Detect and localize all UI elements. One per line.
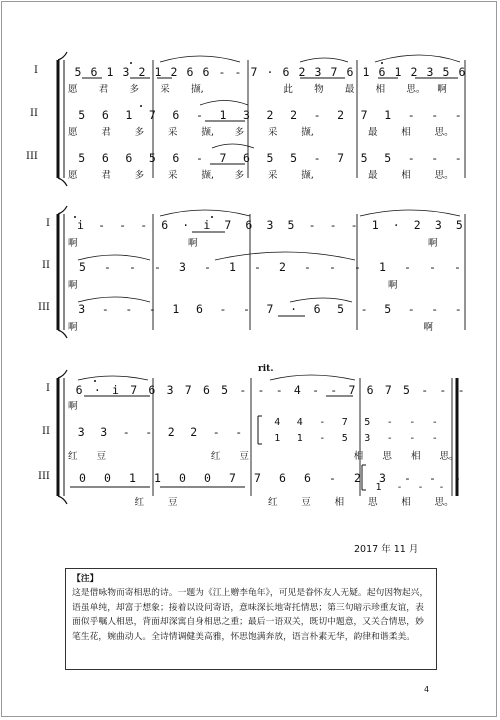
part-label-iii: III <box>38 302 50 313</box>
note: - <box>454 301 462 316</box>
lyric: 撷, <box>301 126 314 138</box>
note: 4 <box>274 416 281 428</box>
note: - <box>360 301 368 316</box>
note: - <box>354 259 361 274</box>
lyric: 采 <box>160 83 170 95</box>
lyrics-row-part-ii <box>68 124 468 137</box>
note: - <box>350 217 358 232</box>
note: - <box>429 259 436 274</box>
note: i <box>112 382 119 397</box>
lyric: 啊 <box>68 279 78 291</box>
note: 6 <box>346 64 354 79</box>
lyric: 采 <box>267 169 278 181</box>
lyric: 思。 <box>434 126 454 138</box>
note: 7 <box>266 301 274 316</box>
note: - <box>313 150 321 165</box>
note: - <box>98 217 106 232</box>
lyric: 思。 <box>406 83 426 95</box>
note: 5 <box>341 432 348 444</box>
note: - <box>313 107 321 122</box>
note: 6 <box>245 217 253 232</box>
lyric: 多 <box>134 126 145 138</box>
notes-row-part-ii <box>70 424 250 439</box>
note: - <box>396 481 403 493</box>
lyrics-row-part-i <box>68 81 468 94</box>
lyric: 多 <box>234 126 245 138</box>
note: 3 <box>179 259 186 274</box>
note: 7 <box>341 416 348 428</box>
note: · <box>290 301 298 316</box>
lyric: 啊 <box>188 237 198 249</box>
part-label-ii: II <box>42 260 50 271</box>
note: 3 <box>78 301 86 316</box>
note: 1 <box>219 107 227 122</box>
note: - <box>329 470 336 485</box>
lyric: 多 <box>129 83 140 95</box>
note: - <box>195 107 203 122</box>
part-label-ii: II <box>42 426 50 437</box>
note: 1 <box>172 301 180 316</box>
lyric: 红 <box>267 496 278 508</box>
note: - <box>429 470 436 485</box>
note: 7 <box>254 470 261 485</box>
composition-date: 2017 年 11 月 <box>354 544 419 555</box>
notes-row-part-ii <box>70 259 470 274</box>
note: - <box>243 301 250 316</box>
score-system-3 <box>0 364 500 524</box>
lyric: 红 <box>134 496 145 508</box>
note: - <box>421 382 429 397</box>
note: 2 <box>354 470 361 485</box>
note: - <box>409 416 416 428</box>
lyric: 物 <box>314 83 324 95</box>
note: 6 <box>458 64 466 79</box>
note: - <box>431 416 438 428</box>
note: - <box>204 259 211 274</box>
lyric: 啊 <box>68 400 78 412</box>
note: 6 <box>172 150 180 165</box>
note: · <box>182 217 190 232</box>
note: - <box>145 424 153 439</box>
lyric: 最 <box>367 169 378 181</box>
note: 6 <box>172 107 180 122</box>
note: 1 <box>106 64 114 79</box>
note: 6 <box>282 64 290 79</box>
lyric: 愿 <box>68 83 78 95</box>
note: 2 <box>170 64 178 79</box>
note: - <box>386 432 393 444</box>
note: - <box>454 470 461 485</box>
note: 5 <box>79 259 86 274</box>
note: - <box>308 217 316 232</box>
lyric: 君 <box>101 169 111 181</box>
note: 5 <box>221 382 229 397</box>
part-label-iii: III <box>26 151 38 162</box>
note: - <box>454 150 462 165</box>
note: 0 <box>204 470 211 485</box>
notes-row-part-i <box>70 64 470 79</box>
note: 1 <box>129 470 136 485</box>
note: - <box>304 259 311 274</box>
note: 2 <box>167 424 175 439</box>
note: 3 <box>364 432 371 444</box>
note: - <box>218 64 226 79</box>
note: 6 <box>243 150 250 165</box>
note: 3 <box>314 64 322 79</box>
lyrics-row-part-i <box>68 398 468 411</box>
note: 3 <box>77 424 85 439</box>
note: 7 <box>330 64 338 79</box>
note: 1 <box>229 259 236 274</box>
lyric: 豆 <box>167 496 178 508</box>
note-box <box>65 568 437 670</box>
note: - <box>386 416 393 428</box>
note: - <box>104 259 111 274</box>
note: 2 <box>413 217 421 232</box>
note: 4 <box>296 416 303 428</box>
note: - <box>319 432 326 444</box>
note: - <box>457 382 465 397</box>
note: 6 <box>101 150 109 165</box>
note: 2 <box>266 107 274 122</box>
notes-row-part-ii-lower <box>266 432 446 444</box>
note: - <box>431 301 439 316</box>
lyric: 啊 <box>423 321 434 333</box>
lyric: 豆 <box>301 496 311 508</box>
note: 6 <box>279 470 286 485</box>
notes-row-part-i <box>70 382 470 397</box>
note: 5 <box>360 150 368 165</box>
note: 5 <box>384 301 392 316</box>
note: - <box>257 382 265 397</box>
note: · <box>93 382 101 397</box>
lyric: 思。 <box>439 450 459 462</box>
lyrics-row-part-i <box>68 235 468 248</box>
lyric: 相 <box>410 450 421 462</box>
note: - <box>140 217 148 232</box>
lyric: 思。 <box>434 496 454 508</box>
score-system-1 <box>0 50 500 190</box>
lyric: 啊 <box>437 83 447 95</box>
lyric: 撷, <box>191 83 204 95</box>
note: - <box>431 150 439 165</box>
lyric: 思。 <box>434 169 454 181</box>
note: 7 <box>184 382 192 397</box>
note: 7 <box>130 382 138 397</box>
lyric: 啊 <box>428 237 438 249</box>
lyrics-row-part-iii <box>68 494 468 507</box>
note: 6 <box>313 301 321 316</box>
note: i <box>77 217 84 232</box>
note: - <box>404 259 411 274</box>
note: 1 <box>154 470 161 485</box>
note: - <box>195 150 203 165</box>
note: - <box>119 217 127 232</box>
note: 7 <box>384 382 392 397</box>
note: - <box>235 424 243 439</box>
note: 6 <box>186 64 194 79</box>
part-label-iii: III <box>38 471 50 482</box>
note: 7 <box>219 150 227 165</box>
note: 5 <box>148 150 156 165</box>
note: - <box>275 382 283 397</box>
lyric: 相 <box>401 126 411 138</box>
lyric: 采 <box>167 169 178 181</box>
note: - <box>212 424 220 439</box>
note: 3 <box>100 424 108 439</box>
lyric: 君 <box>98 83 109 95</box>
note-text: 这是借咏物而寄相思的诗。一题为《江上赠李龟年》，可见是眷怀友人无疑。起句因物起兴，语虽单纯，却富于想象；接着以设问寄语，意味深长地寄托情思；第三句暗示珍重友谊，表面似乎嘱人相思，背面却深寓自身相思之重；最后一语双关，既切中题意，又关合情思，妙笔生花，婉曲动人。全诗情调健美高雅，怀思饱满奔放，语言朴素无华，韵律和谐柔美。 <box>72 588 429 642</box>
note: 5 <box>266 150 274 165</box>
note: 1 <box>362 64 370 79</box>
note: 3 <box>266 217 274 232</box>
lyric: 撷, <box>301 169 314 181</box>
note: 6 <box>195 301 203 316</box>
note: 6 <box>161 217 169 232</box>
lyric: 思 <box>367 496 378 508</box>
note: - <box>219 301 227 316</box>
lyric: 豆 <box>96 450 107 462</box>
lyric: 相 <box>401 496 411 508</box>
part-label-ii: II <box>30 108 38 119</box>
note: 7 <box>337 150 345 165</box>
lyric: 相 <box>375 83 386 95</box>
note: 7 <box>360 107 368 122</box>
note: 1 <box>379 259 386 274</box>
lyric: 愿 <box>68 169 78 181</box>
note: - <box>125 301 133 316</box>
note: 5 <box>287 217 295 232</box>
lyrics-row-part-ii <box>68 448 468 461</box>
note: 5 <box>78 150 86 165</box>
note-title: 【注】 <box>72 574 99 584</box>
note: 3 <box>434 217 442 232</box>
note: - <box>409 432 416 444</box>
note: - <box>329 259 336 274</box>
note: 2 <box>410 64 418 79</box>
note: 6 <box>75 382 83 397</box>
lyric: 豆 <box>239 450 249 462</box>
notes-row-part-iii-lower <box>368 481 452 493</box>
note: 1 <box>296 432 303 444</box>
note: - <box>154 259 161 274</box>
lyrics-row-part-iii <box>68 319 468 332</box>
note: - <box>439 382 447 397</box>
note: 5 <box>337 301 345 316</box>
note: 2 <box>190 424 198 439</box>
note: 5 <box>74 64 82 79</box>
note: - <box>148 301 156 316</box>
note: - <box>417 481 424 493</box>
note: 3 <box>166 382 174 397</box>
note: 5 <box>455 217 463 232</box>
note: 7 <box>250 64 258 79</box>
note: - <box>407 150 415 165</box>
note: 0 <box>79 470 86 485</box>
lyric: 多 <box>134 169 145 181</box>
note: 1 <box>375 481 382 493</box>
note: 7 <box>229 470 236 485</box>
lyric: 君 <box>101 126 111 138</box>
lyric: 采 <box>267 126 278 138</box>
note: 1 <box>384 107 392 122</box>
note: 7 <box>348 382 356 397</box>
lyric: 啊 <box>68 237 78 249</box>
note: - <box>129 259 136 274</box>
note: 3 <box>426 64 434 79</box>
lyrics-row-part-iii <box>68 167 468 180</box>
lyric: 最 <box>344 83 355 95</box>
note: - <box>438 481 445 493</box>
page-number: 4 <box>424 685 430 694</box>
note: 5 <box>78 107 86 122</box>
note: 1 <box>394 64 402 79</box>
note: 1 <box>371 217 379 232</box>
lyric: 多 <box>234 169 245 181</box>
note: 2 <box>298 64 306 79</box>
note: - <box>454 259 461 274</box>
lyric: 愿 <box>68 126 78 138</box>
note: 6 <box>366 382 374 397</box>
note: - <box>122 424 130 439</box>
note: 6 <box>304 470 311 485</box>
notes-row-part-iii <box>70 301 470 316</box>
note: 2 <box>337 107 345 122</box>
note: - <box>407 301 415 316</box>
notes-row-part-i <box>70 217 470 232</box>
notes-row-part-ii <box>70 107 470 122</box>
note: 7 <box>224 217 232 232</box>
part-label-i: I <box>46 218 50 229</box>
lyric: 采 <box>167 126 178 138</box>
tempo-mark-rit: rit. <box>258 364 274 374</box>
note: 4 <box>293 382 301 397</box>
lyrics-row-part-ii <box>68 277 468 290</box>
note: - <box>404 470 411 485</box>
lyric: 红 <box>210 450 221 462</box>
note: 5 <box>290 150 298 165</box>
note: i <box>203 217 211 232</box>
note: 1 <box>274 432 281 444</box>
note: 3 <box>379 470 386 485</box>
note: 0 <box>179 470 186 485</box>
note: - <box>312 382 319 397</box>
note: - <box>234 64 242 79</box>
note: 6 <box>378 64 386 79</box>
note: 1 <box>154 64 162 79</box>
lyric: 啊 <box>388 279 398 291</box>
note: 3 <box>122 64 130 79</box>
part-label-i: I <box>46 383 50 394</box>
note: - <box>329 217 337 232</box>
note: 6 <box>148 382 156 397</box>
part-label-i: I <box>34 65 38 76</box>
lyric: 此 <box>283 83 293 95</box>
note: - <box>239 382 247 397</box>
note: - <box>101 301 109 316</box>
note: - <box>431 432 438 444</box>
note: - <box>454 107 462 122</box>
note: 2 <box>279 259 286 274</box>
note: · <box>266 64 274 79</box>
note: 6 <box>125 150 133 165</box>
lyric: 红 <box>68 450 78 462</box>
note: 5 <box>384 150 392 165</box>
note: 5 <box>403 382 410 397</box>
lyric: 相 <box>353 450 364 462</box>
lyric: 相 <box>401 169 411 181</box>
notes-row-part-iii <box>70 150 470 165</box>
lyric: 相 <box>334 496 345 508</box>
note: 5 <box>442 64 450 79</box>
note: 6 <box>202 64 210 79</box>
note: 6 <box>90 64 98 79</box>
note: 2 <box>138 64 146 79</box>
lyric: 撷, <box>201 126 214 138</box>
note: - <box>431 107 439 122</box>
note: - <box>407 107 415 122</box>
lyric: 思 <box>382 450 392 462</box>
note: 7 <box>148 107 156 122</box>
note: 1 <box>125 107 133 122</box>
note: 0 <box>104 470 111 485</box>
note: - <box>330 382 338 397</box>
lyric: 撷, <box>201 169 214 181</box>
score-system-2 <box>0 208 500 340</box>
note: - <box>254 259 261 274</box>
notes-row-part-ii-upper <box>266 416 446 428</box>
note: · <box>392 217 400 232</box>
note: 3 <box>243 107 250 122</box>
lyric: 啊 <box>68 321 78 333</box>
note: 6 <box>101 107 109 122</box>
note: 2 <box>290 107 298 122</box>
lyric: 最 <box>367 126 378 138</box>
note: 5 <box>364 416 371 428</box>
note: 6 <box>202 382 210 397</box>
note: - <box>319 416 326 428</box>
